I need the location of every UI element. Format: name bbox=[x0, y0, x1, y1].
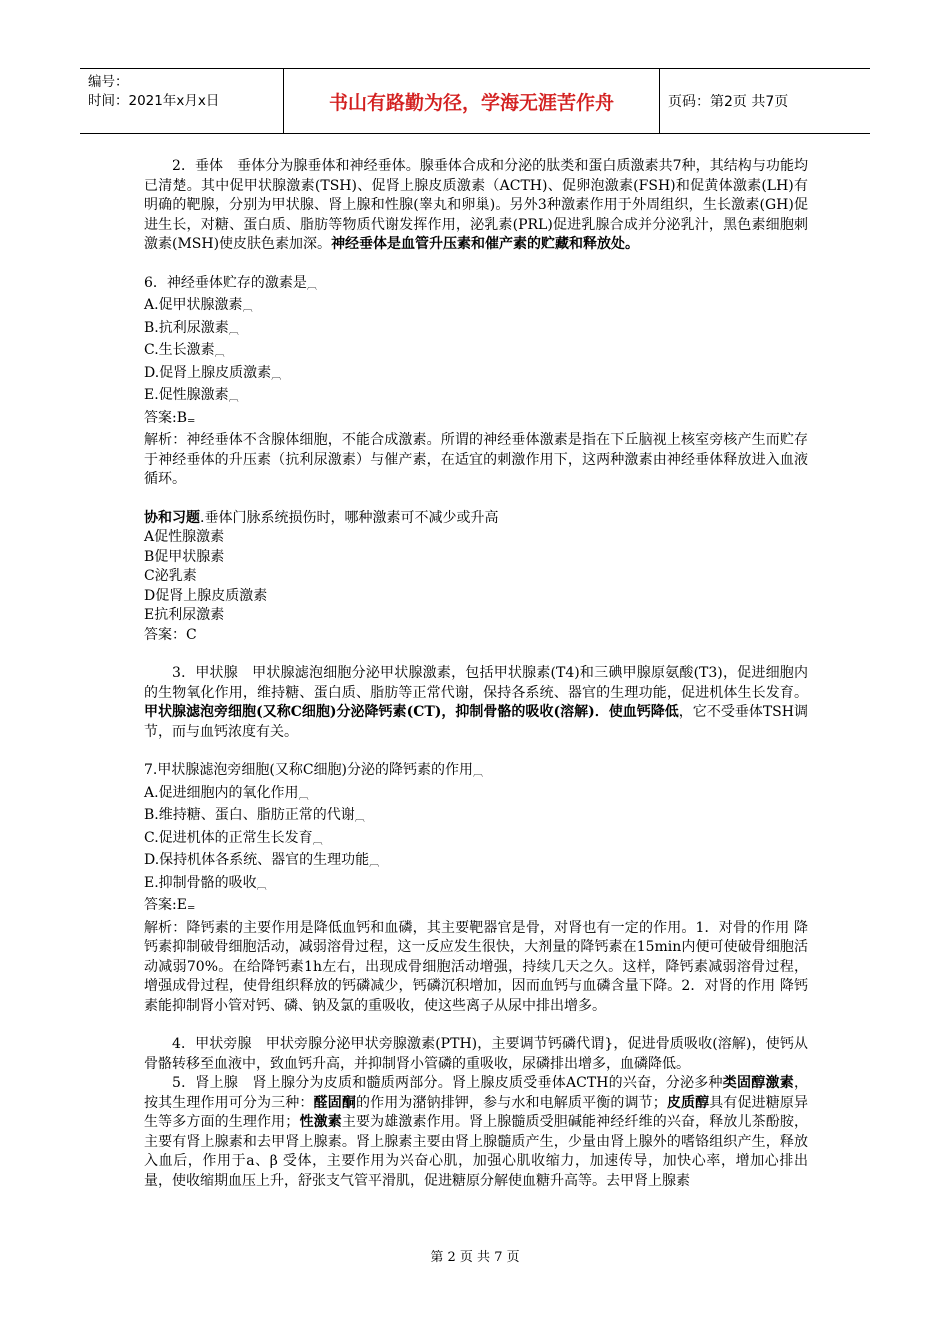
adrenal-bold-aldosterone: 醛固酮 bbox=[313, 1094, 356, 1111]
adrenal-text-1: 5．肾上腺 肾上腺分为皮质和髓质两部分。肾上腺皮质受垂体ACTH的兴奋，分泌多种 bbox=[172, 1075, 723, 1091]
document-body bbox=[144, 157, 808, 1191]
blank-mark: ︹ bbox=[306, 280, 317, 292]
blank-mark: ︹ bbox=[369, 858, 380, 869]
qx-stem: .垂体门脉系统损伤时，哪种激素可不减少或升高 bbox=[200, 509, 499, 526]
thyroid-highlight: 甲状腺滤泡旁细胞(又称C细胞)分泌降钙素(CT)，抑制骨骼的吸收(溶解)．使血钙降低 bbox=[144, 704, 679, 720]
q7-option-d: D.保持机体各系统、器官的生理功能 bbox=[144, 852, 370, 868]
adrenal-text-4: 具有促进糖原异生等多方面的生理作用； bbox=[144, 1094, 809, 1130]
q6-option-c: C.生长激素 bbox=[144, 342, 215, 358]
blank-mark: ︹ bbox=[473, 768, 483, 779]
blank-mark: ︹ bbox=[242, 303, 253, 314]
pituitary-highlight: 神经垂体是血管升压素和催产素的贮藏和释放处。 bbox=[331, 236, 640, 252]
doc-time-label: 时间：2021年x月x日 bbox=[88, 93, 220, 109]
header-meta bbox=[80, 69, 284, 133]
page-header bbox=[80, 68, 870, 134]
section-parathyroid: 4．甲状旁腺 甲状旁腺分泌甲状旁腺激素(PTH)，主要调节钙磷代谓}，促进骨质吸收(溶解)，使钙从骨骼转移至血液中，致血钙升高，并抑制肾小管磷的重吸收，尿磷排出增多，血磷降低。 bbox=[144, 1036, 808, 1072]
qx-prefix: 协和习题 bbox=[144, 509, 200, 526]
blank-mark: ︹ bbox=[228, 393, 239, 404]
q6-option-b: B.抗利尿激素 bbox=[144, 319, 229, 336]
q7-option-e: E.抑制骨骼的吸收 bbox=[144, 874, 257, 891]
q7-answer: 答案:E bbox=[144, 897, 187, 913]
q6-stem: 6．神经垂体贮存的激素是 bbox=[144, 274, 307, 291]
q7-option-b: B.维持糖、蛋白、脂肪正常的代谢 bbox=[144, 807, 355, 823]
question-6 bbox=[144, 274, 808, 490]
q6-option-d: D.促肾上腺皮质激素 bbox=[144, 364, 272, 381]
adrenal-bold-steroid: 类固醇激素 bbox=[722, 1075, 794, 1091]
adrenal-text-5: 主要为雄激素作用。肾上腺髓质受胆碱能神经纤维的兴奋，释放儿茶酚胺，主要有肾上腺素和去甲肾上腺素。肾上腺素主要由肾上腺髓质产生，少量由肾上腺外的嗜铬组织产生，释放入血后，作用于a、β 受体，主要作用为兴奋心肌，加强心肌收缩力，加速传导，加快心率，增加心排出量，使收缩期血压上升，舒张支气管平滑肌，促进糖原分解使血糖升高等。去甲肾上腺素 bbox=[144, 1114, 809, 1189]
q6-option-e: E.促性腺激素 bbox=[144, 387, 229, 403]
qx-option-a: A促性腺激素 bbox=[144, 529, 225, 545]
section-adrenal bbox=[144, 1074, 808, 1191]
page-footer: 第 2 页 共 7 页 bbox=[430, 1250, 520, 1265]
blank-mark: ︹ bbox=[312, 835, 323, 847]
question-xiehe bbox=[144, 509, 808, 646]
qx-answer: 答案：C bbox=[144, 626, 197, 643]
thyroid-text: 3．甲状腺 甲状腺滤泡细胞分泌甲状腺激素，包括甲状腺素(T4)和三碘甲腺原氨酸(T3)，促进细胞内的生物氧化作用，维持糖、蛋白质、脂肪等正常代谢，保持各系统、器官的生理功能，促进机体生长发育。 bbox=[144, 665, 808, 701]
q7-option-a: A.促进细胞内的氧化作用 bbox=[144, 784, 299, 801]
answer-mark: = bbox=[186, 903, 196, 914]
header-page-info: 页码：第2页 共7页 bbox=[668, 94, 789, 110]
section-pituitary bbox=[144, 157, 808, 255]
adrenal-text-3: 的作用为潴钠排钾，参与水和电解质平衡的调节； bbox=[355, 1094, 667, 1111]
q7-stem: 7.甲状腺滤泡旁细胞(又称C细胞)分泌的降钙素的作用 bbox=[144, 762, 473, 778]
pituitary-text: 2．垂体 垂体分为腺垂体和神经垂体。腺垂体合成和分泌的肽类和蛋白质激素共7种，其结构与功能均已清楚。其中促甲状腺激素(TSH)、促肾上腺皮质激素（ACTH)、促卵泡激素(FSH)和促黄体激素(LH)有明确的靶腺，分别为甲状腺、肾上腺和性腺(睾丸和卵巢)。另外3种激素作用于外周组织，生长激素(GH)促进生长，对糖、蛋白质、脂肪等物质代谢发挥作用，泌乳素(PRL)促进乳腺合成并分泌乳汁，黑色素细胞刺激素(MSH)使皮肤色素加深。 bbox=[144, 158, 808, 252]
blank-mark: ︹ bbox=[298, 790, 309, 802]
qx-option-c: C泌乳素 bbox=[144, 568, 197, 584]
blank-mark: ︹ bbox=[228, 325, 239, 337]
blank-mark: ︹ bbox=[214, 348, 225, 359]
q6-option-a: A.促甲状腺激素 bbox=[144, 297, 243, 313]
adrenal-bold-sex-hormone: 性激素 bbox=[299, 1114, 342, 1130]
blank-mark: ︹ bbox=[354, 813, 365, 824]
q6-answer: 答案:B bbox=[144, 409, 188, 426]
q7-analysis: 解析：降钙素的主要作用是降低血钙和血磷，其主要靶器官是骨，对肾也有一定的作用。1．对骨的作用 降钙素抑制破骨细胞活动，减弱溶骨过程，这一反应发生很快，大剂量的降钙素在15min内便可使破骨细胞活动减弱70%。在给降钙素1h左右，出现成骨细胞活动增强，持续几天之久。这样，降钙素减弱溶骨过程，增强成骨过程，使骨组织释放的钙磷减少，钙磷沉积增加，因而血钙与血磷含量下降。2．对肾的作用 降钙素能抑制肾小管对钙、磷、钠及氯的重吸收，使这些离子从尿中排出增多。 bbox=[144, 919, 808, 1014]
question-7 bbox=[144, 761, 808, 1016]
blank-mark: ︹ bbox=[256, 880, 267, 892]
qx-option-d: D促肾上腺皮质激素 bbox=[144, 587, 268, 604]
qx-option-b: B促甲状腺素 bbox=[144, 548, 225, 565]
adrenal-text-2: ，按其生理作用可分为三种： bbox=[144, 1075, 808, 1111]
header-motto: 书山有路勤为径，学海无涯苦作舟 bbox=[284, 69, 660, 133]
thyroid-text-end: ，它不受垂体TSH调节，而与血钙浓度有关。 bbox=[144, 704, 808, 740]
doc-number-label: 编号： bbox=[88, 74, 129, 90]
qx-option-e: E抗利尿激素 bbox=[144, 607, 225, 623]
answer-mark: = bbox=[187, 415, 196, 427]
section-thyroid bbox=[144, 664, 808, 742]
adrenal-bold-cortisol: 皮质醇 bbox=[666, 1094, 710, 1111]
q6-analysis: 解析：神经垂体不含腺体细胞，不能合成激素。所谓的神经垂体激素是指在下丘脑视上核室旁核产生而贮存于神经垂体的升压素（抗利尿激素）与催产素，在适宜的刺激作用下，这两种激素由神经垂体释放进入血液循环。 bbox=[144, 432, 808, 487]
q7-option-c: C.促进机体的正常生长发育 bbox=[144, 829, 313, 846]
blank-mark: ︹ bbox=[271, 370, 282, 382]
